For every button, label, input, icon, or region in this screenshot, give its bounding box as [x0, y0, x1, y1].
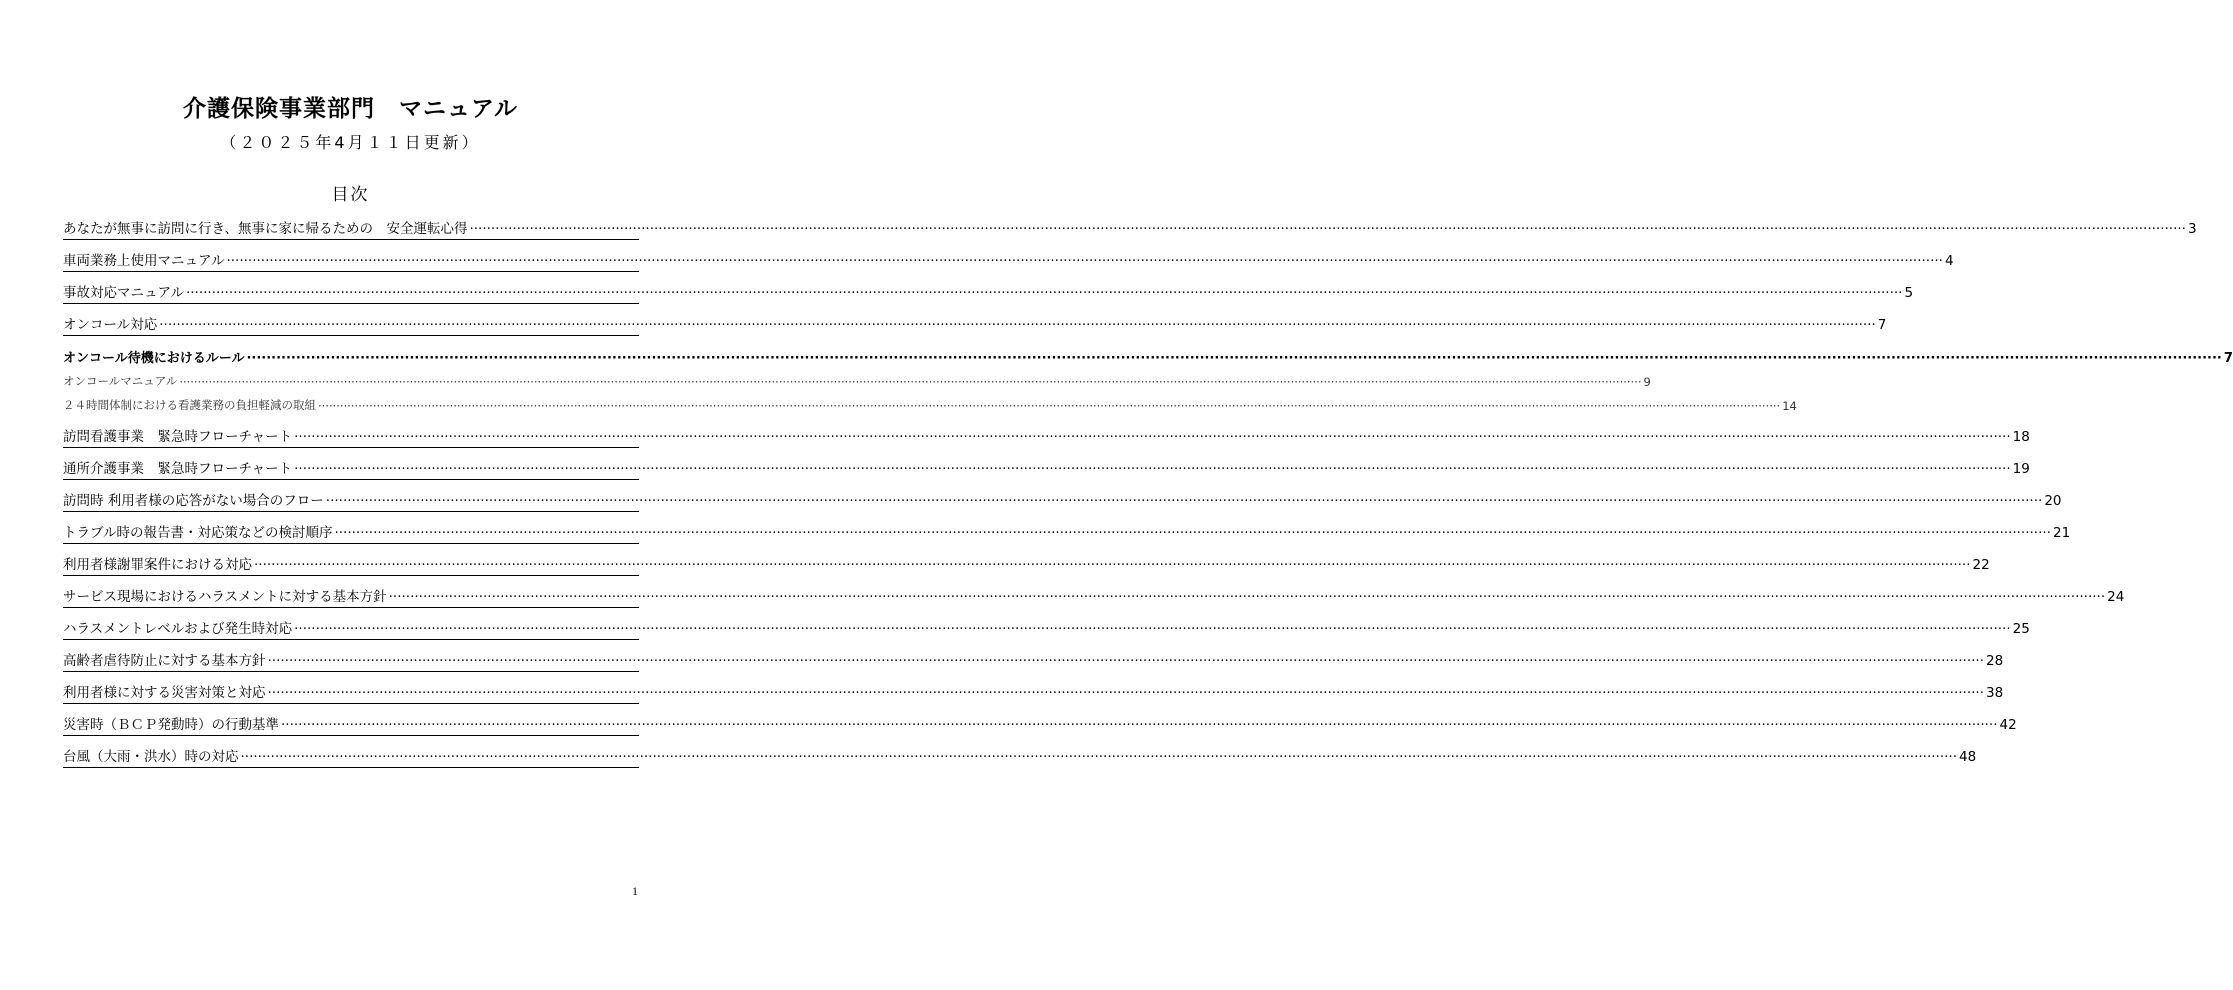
- toc-entry-page[interactable]: 48: [1959, 749, 1977, 765]
- toc-leader-dots: ················································································································································································································································································································································································································: [185, 285, 1903, 301]
- page-number: 1: [632, 884, 638, 898]
- toc-entry[interactable]: [63, 672, 2004, 704]
- toc-leader-dots: ················································································································································································································································································································································································································: [325, 493, 2043, 509]
- toc-entry-title[interactable]: オンコールマニュアル: [63, 374, 178, 388]
- toc-entry-title[interactable]: 車両業務上使用マニュアル: [63, 253, 225, 269]
- toc-leader-dots: ················································································································································································································································································································································································································: [469, 221, 2186, 237]
- toc-entry-page[interactable]: 4: [1944, 253, 1954, 269]
- toc-leader-dots: ················································································································································································································································································································································································································: [179, 375, 1642, 389]
- toc-leader-dots: ················································································································································································································································································································································································································: [281, 717, 1998, 733]
- toc-entry-title[interactable]: サービス現場におけるハラスメントに対する基本方針: [63, 589, 387, 605]
- toc-entry-title[interactable]: オンコール待機におけるルール: [63, 351, 245, 366]
- toc-entry-title[interactable]: 利用者様謝罪案件における対応: [63, 557, 252, 573]
- toc-entry-title[interactable]: 災害時（ＢＣＰ発動時）の行動基準: [63, 717, 279, 733]
- toc-entry-page[interactable]: 24: [2107, 589, 2125, 605]
- toc-entry-title[interactable]: ２４時間体制における看護業務の負担軽減の取組: [63, 398, 316, 412]
- toc-entry[interactable]: [63, 704, 2017, 736]
- toc-entry[interactable]: [63, 392, 1797, 416]
- toc-leader-dots: ················································································································································································································································································································································································································: [294, 461, 2011, 477]
- toc-entry[interactable]: [63, 512, 2071, 544]
- toc-leader-dots: ················································································································································································································································································································································································································: [267, 685, 1985, 701]
- toc-entry[interactable]: [63, 448, 2030, 480]
- toc-entry-title[interactable]: 事故対応マニュアル: [63, 285, 184, 301]
- toc-entry-title[interactable]: ハラスメントレベルおよび発生時対応: [63, 621, 293, 637]
- toc-leader-dots: ················································································································································································································································································································································································································: [159, 317, 1876, 333]
- toc-entry-page[interactable]: 9: [1643, 375, 1651, 389]
- toc-entry-page[interactable]: 20: [2044, 493, 2062, 509]
- toc-entry-title[interactable]: 高齢者虐待防止に対する基本方針: [63, 653, 266, 669]
- toc-entry-page[interactable]: 7: [1877, 317, 1887, 333]
- toc-entry-page[interactable]: 42: [1999, 717, 2017, 733]
- toc-entry-page[interactable]: 21: [2052, 525, 2071, 541]
- toc-entry[interactable]: [63, 416, 2030, 448]
- toc-leader-dots: ················································································································································································································································································································································································································: [267, 653, 1985, 669]
- toc-entry-page[interactable]: 25: [2012, 621, 2030, 637]
- toc-leader-dots: ················································································································································································································································································································································································································: [246, 351, 2222, 366]
- toc-entry-page[interactable]: 19: [2012, 461, 2030, 477]
- toc-entry-page[interactable]: 7: [2223, 351, 2233, 366]
- toc-entry[interactable]: [63, 576, 2125, 608]
- toc-entry[interactable]: [63, 480, 2062, 512]
- toc-leader-dots: ················································································································································································································································································································································································································: [334, 525, 2051, 541]
- toc-entry[interactable]: [63, 240, 1954, 272]
- toc-entry-title[interactable]: 訪問時 利用者様の応答がない場合のフロー: [63, 493, 324, 509]
- toc-entry[interactable]: [63, 272, 1914, 304]
- toc-leader-dots: ················································································································································································································································································································································································································: [226, 253, 1943, 269]
- toc-entry-title[interactable]: 台風（大雨・洪水）時の対応: [63, 749, 239, 765]
- toc-entry-page[interactable]: 3: [2187, 221, 2197, 237]
- toc-entry[interactable]: [63, 368, 1651, 392]
- toc-leader-dots: ················································································································································································································································································································································································································: [318, 399, 1781, 413]
- toc-leader-dots: ················································································································································································································································································································································································································: [388, 589, 2106, 605]
- table-of-contents: [63, 208, 2233, 768]
- document-title: 介護保険事業部門 マニュアル: [182, 96, 519, 122]
- toc-entry-page[interactable]: 38: [1986, 685, 2004, 701]
- toc-heading: 目次: [331, 185, 370, 205]
- toc-entry-page[interactable]: 14: [1782, 399, 1797, 413]
- toc-entry[interactable]: [63, 736, 1977, 768]
- toc-leader-dots: ················································································································································································································································································································································································································: [294, 621, 2011, 637]
- toc-entry[interactable]: [63, 544, 1990, 576]
- toc-entry[interactable]: [63, 640, 2004, 672]
- toc-leader-dots: ················································································································································································································································································································································································································: [294, 429, 2011, 445]
- toc-entry-title[interactable]: 利用者様に対する災害対策と対応: [63, 685, 266, 701]
- toc-entry-title[interactable]: トラブル時の報告書・対応策などの検討順序: [63, 525, 333, 541]
- document-subtitle: （２０２５年4月１１日更新）: [220, 133, 481, 152]
- toc-entry-page[interactable]: 5: [1904, 285, 1914, 301]
- toc-leader-dots: ················································································································································································································································································································································································································: [254, 557, 1971, 573]
- toc-entry-title[interactable]: 訪問看護事業 緊急時フローチャート: [63, 429, 293, 445]
- toc-entry[interactable]: [63, 608, 2030, 640]
- toc-entry-page[interactable]: 22: [1972, 557, 1990, 573]
- toc-entry-title[interactable]: あなたが無事に訪問に行き、無事に家に帰るための 安全運転心得: [63, 221, 468, 237]
- toc-entry[interactable]: [63, 336, 2233, 368]
- toc-entry-title[interactable]: 通所介護事業 緊急時フローチャート: [63, 461, 293, 477]
- toc-entry[interactable]: [63, 304, 1887, 336]
- toc-entry-page[interactable]: 18: [2012, 429, 2030, 445]
- toc-entry-title[interactable]: オンコール対応: [63, 317, 158, 333]
- toc-entry[interactable]: [63, 208, 2197, 240]
- toc-leader-dots: ················································································································································································································································································································································································································: [240, 749, 1958, 765]
- toc-entry-page[interactable]: 28: [1986, 653, 2004, 669]
